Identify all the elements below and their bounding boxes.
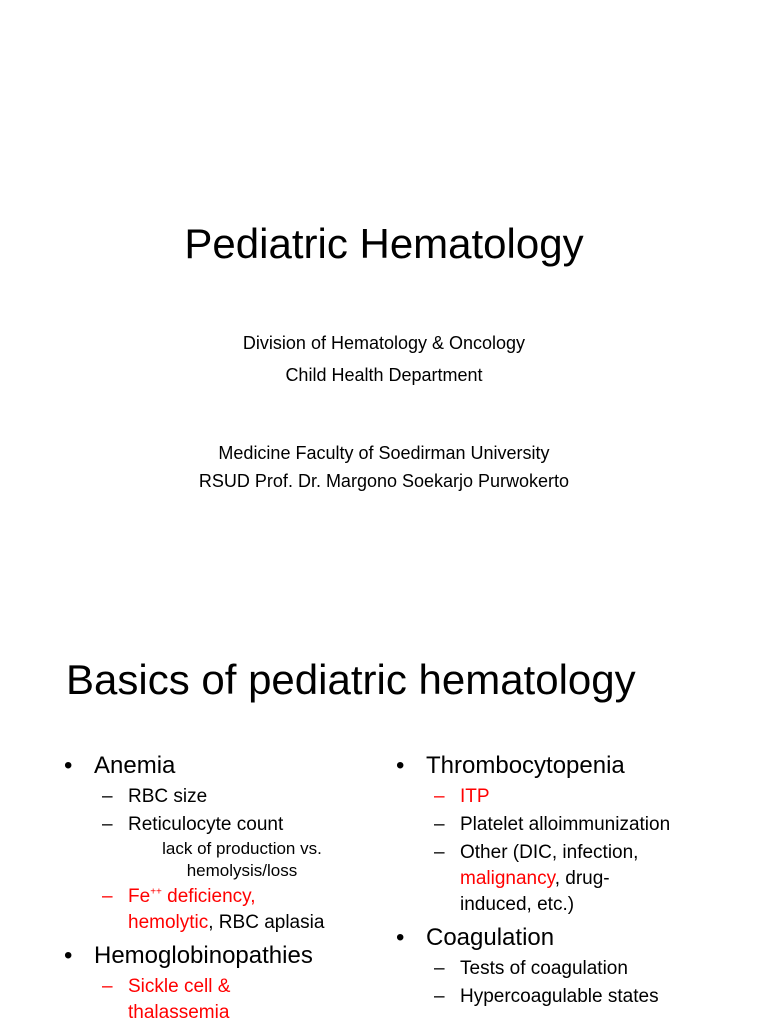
bullet-coagulation: • Coagulation [396, 922, 716, 954]
department-line: Child Health Department [285, 365, 483, 385]
division-line: Division of Hematology & Oncology [242, 333, 526, 353]
item-hypercoagulable: – Hypercoagulable states [434, 984, 716, 1010]
dash-icon: – [102, 886, 113, 907]
bullet-thrombocytopenia: • Thrombocytopenia [396, 750, 716, 782]
retic-note: lack of production vs. hemolysis/loss [162, 839, 322, 880]
item-sickle-cell: – Sickle cell & thalassemia [102, 974, 364, 1024]
item-other: – Other (DIC, infection, malignancy, drug- induced, etc.) [434, 840, 716, 918]
dash-icon: – [434, 842, 445, 863]
bullet-icon: • [396, 924, 405, 951]
item-fe-deficiency: – Fe++ deficiency, hemolytic, RBC aplasia [102, 884, 364, 936]
dash-icon: – [102, 786, 113, 807]
bullet-anemia: • Anemia [64, 750, 364, 782]
item-itp: – ITP [434, 784, 716, 810]
slide-title: Pediatric Hematology [184, 220, 584, 267]
dash-icon: – [102, 814, 113, 835]
item-platelet-alloimmunization: – Platelet alloimmunization [434, 812, 716, 838]
item-reticulocyte: – Reticulocyte count [102, 812, 364, 838]
bullet-hemoglobinopathies: • Hemoglobinopathies [64, 940, 364, 972]
bullet-icon: • [64, 752, 73, 779]
item-rbc-size: – RBC size [102, 784, 364, 810]
bullet-icon: • [64, 942, 73, 969]
bullet-icon: • [396, 752, 405, 779]
dash-icon: – [434, 786, 445, 807]
dash-icon: – [434, 958, 445, 979]
dash-icon: – [434, 814, 445, 835]
content-slide [0, 620, 768, 1024]
dash-icon: – [102, 976, 113, 997]
faculty-line: Medicine Faculty of Soedirman University [218, 443, 550, 463]
item-tests-coagulation: – Tests of coagulation [434, 956, 716, 982]
hospital-line: RSUD Prof. Dr. Margono Soekarjo Purwokerto [198, 471, 570, 491]
slide-title: Basics of pediatric hematology [66, 656, 636, 703]
dash-icon: – [434, 986, 445, 1007]
left-column [64, 746, 364, 1024]
right-column [396, 746, 716, 1010]
